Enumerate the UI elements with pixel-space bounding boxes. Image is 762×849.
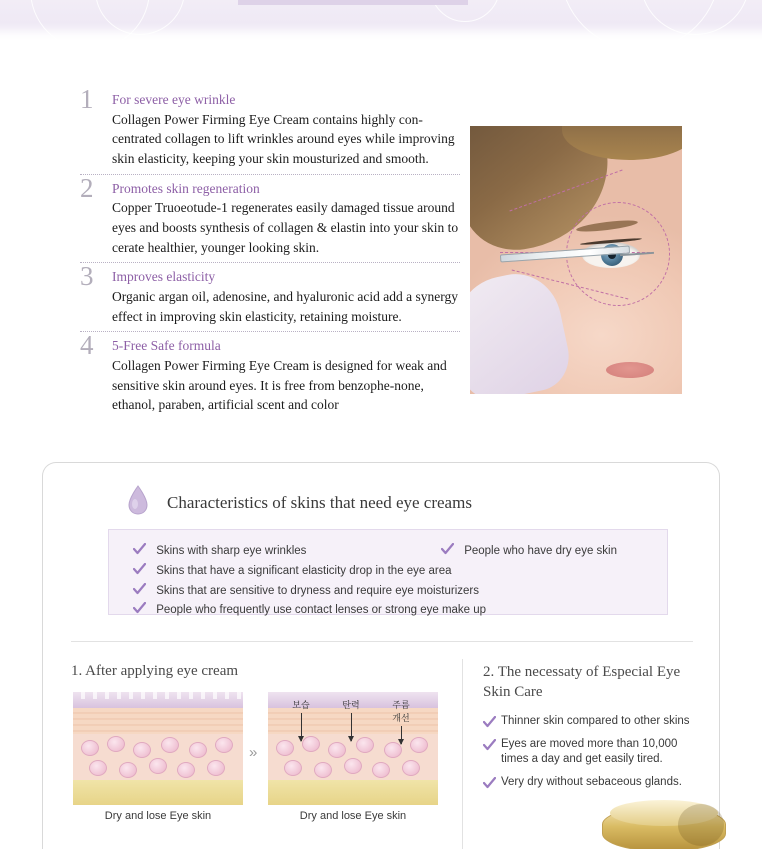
checklist-label: Skins with sharp eye wrinkles xyxy=(156,545,307,557)
feature-title: 5-Free Safe formula xyxy=(112,338,221,354)
skin-cell xyxy=(107,736,125,752)
check-icon xyxy=(133,563,146,575)
checklist-item xyxy=(133,542,306,557)
skin-layer-fat xyxy=(268,780,438,805)
check-icon xyxy=(483,739,496,751)
feature-number: 2 xyxy=(80,172,94,203)
feature-title: Improves elasticity xyxy=(112,269,216,285)
benefit-arrow-moisture xyxy=(284,698,318,741)
eye-treatment-photo xyxy=(470,126,682,394)
necessity-section xyxy=(483,663,698,797)
necessity-item xyxy=(483,737,698,768)
diagram-caption-before: Dry and lose Eye skin xyxy=(104,810,212,822)
feature-item xyxy=(80,172,460,264)
skin-layer-dermis xyxy=(73,734,243,780)
benefit-arrow-elasticity xyxy=(334,698,368,741)
skin-surface-texture xyxy=(73,692,243,699)
check-icon xyxy=(133,602,146,614)
card-title: Characteristics of skins that need eye creams xyxy=(167,493,472,512)
section-divider xyxy=(71,641,693,642)
header-fade xyxy=(0,28,762,42)
diagram-caption-after: Dry and lose Eye skin xyxy=(299,810,407,822)
skin-cell xyxy=(89,760,107,776)
skin-diagram-after xyxy=(268,692,438,805)
header-accent-bar xyxy=(238,0,468,5)
skin-cell xyxy=(133,742,151,758)
skin-layer-fat xyxy=(73,780,243,805)
check-icon xyxy=(483,777,496,789)
necessity-label: Very dry without sebaceous glands. xyxy=(501,775,682,788)
feature-item xyxy=(80,261,460,332)
product-jar-image xyxy=(602,800,726,849)
skin-diagram-pair xyxy=(71,692,456,828)
benefit-label: 탄력 xyxy=(342,700,360,710)
necessity-item xyxy=(483,775,698,791)
skin-cell xyxy=(284,760,302,776)
feature-body: Copper Truoeotude-1 regenerates easily damaged tissue around eyes and boosts synthesis of collagen & elastin into your skin to cerate healthier, younger looking skin. xyxy=(112,200,459,255)
skin-cell xyxy=(177,762,195,778)
feature-item xyxy=(80,84,460,175)
feature-title: For severe eye wrinkle xyxy=(112,92,236,107)
check-icon xyxy=(133,583,146,595)
skin-cell xyxy=(276,740,294,756)
feature-title: Promotes skin regeneration xyxy=(112,180,260,196)
photo-lips xyxy=(606,362,654,378)
skin-cell xyxy=(149,758,167,774)
checklist-label: Skins that have a significant elasticity drop in the eye area xyxy=(156,565,452,577)
jar-shadow xyxy=(678,804,724,846)
checklist-item xyxy=(133,582,479,597)
feature-number: 1 xyxy=(80,84,94,114)
skin-cell xyxy=(161,737,179,753)
checklist-item xyxy=(133,601,486,616)
skin-cell xyxy=(328,742,346,758)
benefit-label: 주름 xyxy=(392,700,410,710)
check-icon xyxy=(441,543,454,555)
necessity-list xyxy=(483,714,698,790)
skin-cell xyxy=(207,760,225,776)
check-icon xyxy=(133,543,146,555)
arrow-down-icon xyxy=(401,726,402,744)
check-icon xyxy=(483,716,496,728)
section-heading: 2. The necessaty of Especial Eye Skin Care xyxy=(483,664,681,700)
arrow-down-icon xyxy=(301,713,302,741)
feature-item xyxy=(80,330,460,420)
checklist-panel xyxy=(108,529,668,615)
column-divider xyxy=(462,659,463,849)
arrow-down-icon xyxy=(351,713,352,741)
skin-diagram-before xyxy=(73,692,243,805)
checklist-label: People who have dry eye skin xyxy=(464,545,617,557)
section-heading: 1. After applying eye cream xyxy=(71,663,239,679)
necessity-label: Thinner skin compared to other skins xyxy=(501,715,690,727)
benefit-arrow-wrinkle xyxy=(384,698,418,744)
characteristics-card xyxy=(42,462,720,849)
feature-number: 4 xyxy=(80,330,94,361)
feature-list xyxy=(80,84,460,426)
necessity-item xyxy=(483,714,698,730)
necessity-label: Eyes are moved more than 10,000 times a day and get easily tired. xyxy=(501,737,678,766)
skin-cell xyxy=(189,742,207,758)
checklist-item xyxy=(133,562,452,577)
after-applying-section xyxy=(71,663,456,828)
feature-body: Collagen Power Firming Eye Cream is designed for weak and sensitive skin around eyes. It is free from benzophe-none, ethanol, paraben, artificial scent and color xyxy=(112,358,447,413)
skin-cell xyxy=(81,740,99,756)
benefit-label: 보습 xyxy=(292,700,310,710)
skin-cell xyxy=(119,762,137,778)
transition-arrow: » xyxy=(249,744,258,761)
feature-body: Collagen Power Firming Eye Cream contains highly con-centrated collagen to lift wrinkles around eyes while improving skin elasticity, keeping your skin mousturized and smooth. xyxy=(112,111,455,166)
skin-cell xyxy=(402,760,420,776)
skin-cell xyxy=(215,737,233,753)
skin-cell xyxy=(372,762,390,778)
skin-layer-epidermis xyxy=(73,708,243,734)
skin-cell xyxy=(314,762,332,778)
skin-layer-surface xyxy=(73,692,243,708)
checklist-label: Skins that are sensitive to dryness and require eye moisturizers xyxy=(156,585,479,597)
feature-body: Organic argan oil, adenosine, and hyaluronic acid add a synergy effect in improving skin elasticity, retaining moisture. xyxy=(112,289,459,324)
header-decorative-band xyxy=(0,0,762,42)
checklist-label: People who frequently use contact lenses or strong eye make up xyxy=(156,604,487,616)
benefit-label: 개선 xyxy=(392,713,410,723)
checklist-item xyxy=(441,542,617,557)
droplet-icon xyxy=(127,485,149,515)
skin-cell xyxy=(344,758,362,774)
feature-number: 3 xyxy=(80,261,94,292)
